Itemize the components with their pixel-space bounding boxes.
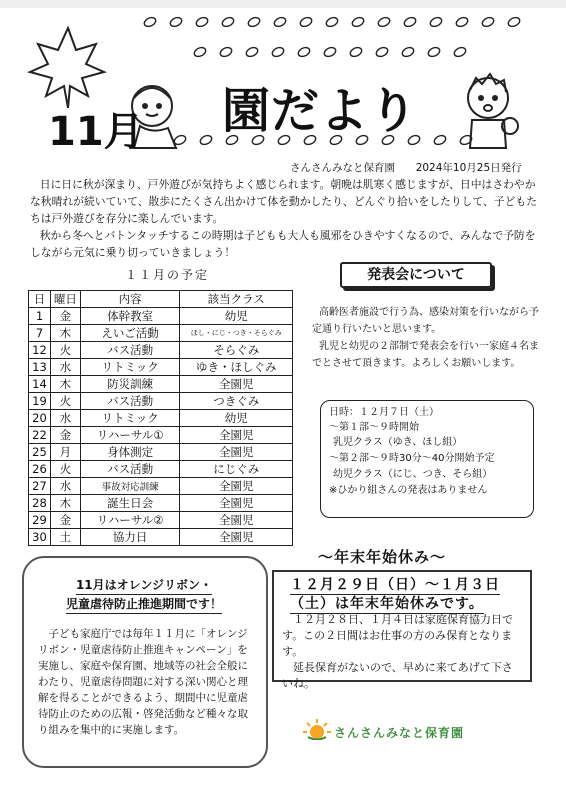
table-row	[29, 342, 293, 359]
acorn-icon	[221, 16, 235, 28]
acorn-icon	[219, 46, 233, 58]
cell-day: 30	[29, 529, 51, 546]
cell-class: ゆき・ほしぐみ	[180, 359, 293, 376]
publisher-line	[290, 160, 522, 175]
cell-weekday: 水	[50, 410, 80, 427]
acorn-icon	[349, 46, 363, 58]
cell-weekday: 火	[50, 342, 80, 359]
cell-event: 防災訓練	[80, 376, 180, 393]
acorn-icon	[245, 46, 259, 58]
newsletter-title: 園だより	[222, 83, 419, 139]
cell-weekday: 木	[50, 495, 80, 512]
recital-heading: 発表会について	[340, 262, 492, 288]
cell-weekday: 金	[50, 427, 80, 444]
month-title: 11月	[48, 109, 144, 155]
cell-weekday: 金	[50, 308, 80, 325]
intro-paragraph-2: 秋から冬へとバトンタッチするこの時期は子どもも大人も風邪をひきやすくなるので、みんなで予防をしながら元気に乗り切っていきましょう！	[30, 229, 536, 259]
sun-logo-icon	[302, 718, 332, 740]
cell-day: 26	[29, 461, 51, 478]
acorn-icon	[323, 46, 337, 58]
header-day: 日	[29, 291, 51, 308]
cell-weekday: 土	[50, 529, 80, 546]
recital-note: ※ひかり組さんの発表はありません	[329, 485, 488, 496]
cell-day: 22	[29, 427, 51, 444]
cell-class: つきぐみ	[180, 393, 293, 410]
table-row	[29, 495, 293, 512]
cell-event: リトミック	[80, 359, 180, 376]
cell-day: 7	[29, 325, 51, 342]
holiday-date-line-2: （土）は年末年始休みです。	[290, 596, 484, 612]
cell-class: そらぐみ	[180, 342, 293, 359]
holiday-date-line-1: １２月２９日（日）～１月３日	[290, 577, 500, 593]
acorn-icon	[193, 46, 207, 58]
issue-date: 2024年10月25日発行	[415, 162, 522, 174]
cell-class: 全園児	[180, 495, 293, 512]
ribbon-title-line-2: 児童虐待防止推進期間です！	[66, 595, 222, 614]
acorn-icon	[199, 134, 213, 146]
recital-text	[312, 304, 544, 372]
cell-event: 誕生日会	[80, 495, 180, 512]
cell-class: 幼児	[180, 410, 293, 427]
table-row	[29, 461, 293, 478]
header-class: 該当クラス	[180, 291, 293, 308]
acorn-icon	[299, 16, 313, 28]
table-row	[29, 529, 293, 546]
recital-date: 日時：１２月７日（土）	[329, 407, 439, 418]
cell-weekday: 火	[50, 461, 80, 478]
orange-ribbon-text	[38, 626, 254, 738]
acorn-icon	[481, 16, 495, 28]
acorn-icon	[273, 16, 287, 28]
acorn-icon	[377, 16, 391, 28]
cell-class: 全園児	[180, 444, 293, 461]
acorn-icon	[351, 16, 365, 28]
header-event: 内容	[80, 291, 180, 308]
holiday-heading: ～年末年始休み～	[318, 548, 447, 566]
acorn-icon	[453, 46, 467, 58]
cell-event: バス活動	[80, 342, 180, 359]
nursery-logo-text: さんさんみなと保育園	[334, 726, 465, 740]
acorn-icon	[427, 46, 441, 58]
cell-day: 1	[29, 308, 51, 325]
cell-event: バス活動	[80, 393, 180, 410]
maple-leaf-icon	[30, 28, 104, 108]
ribbon-paragraph: 子ども家庭庁では毎年１１月に「オレンジリボン・児童虐待防止推進キャンペーン」を実施し、家庭や保育園、地域等の社会全般にわたり、児童虐待問題に対する深い関心と理解を得ることができるよう、期間中に児童虐待防止のための広報・啓発活動など種々な取り組みを集中的に実施します。	[38, 628, 248, 736]
cell-event: リハーサル①	[80, 427, 180, 444]
acorn-icon	[403, 16, 417, 28]
cell-event: 体幹教室	[80, 308, 180, 325]
acorn-icon	[325, 16, 339, 28]
cell-day: 29	[29, 512, 51, 529]
table-row	[29, 376, 293, 393]
holiday-paragraph-2: 延長保育がないので、早めに来てあげて下さいね。	[282, 661, 513, 690]
intro-text	[30, 176, 540, 261]
table-row	[29, 393, 293, 410]
cell-weekday: 木	[50, 325, 80, 342]
table-row	[29, 359, 293, 376]
cell-day: 25	[29, 444, 51, 461]
acorn-icon	[375, 46, 389, 58]
cell-class: 幼児	[180, 308, 293, 325]
cell-event: えいご活動	[80, 325, 180, 342]
recital-part1: ～第１部～９時開始	[329, 422, 419, 433]
cell-event: リハーサル②	[80, 512, 180, 529]
table-row	[29, 325, 293, 342]
cell-event: 身体測定	[80, 444, 180, 461]
table-row	[29, 410, 293, 427]
schedule-table	[28, 290, 293, 546]
cell-day: 14	[29, 376, 51, 393]
cell-class: にじぐみ	[180, 461, 293, 478]
cell-event: バス活動	[80, 461, 180, 478]
orange-ribbon-title	[60, 576, 228, 614]
recital-part2-classes: 幼児クラス（にじ、つき、そら組）	[333, 469, 493, 480]
holiday-text	[282, 612, 522, 692]
acorn-icon	[401, 46, 415, 58]
intro-paragraph-1: 日に日に秋が深まり、戸外遊びが気持ちよく感じられます。朝晩は肌寒く感じますが、日中はさわやかな秋晴れが続いていて、散歩にたくさん出かけて体を動かしたり、どんぐり拾いをしたりして、子どもたちは戸外遊びを存分に楽しんでいます。	[30, 178, 538, 225]
cell-day: 28	[29, 495, 51, 512]
holiday-paragraph-1: １２月２８日、１月４日は家庭保育協力日です。この２日間はお仕事の方のみ保育となります。	[282, 613, 513, 658]
cell-day: 12	[29, 342, 51, 359]
acorn-icon	[143, 16, 157, 28]
header-weekday: 曜日	[50, 291, 80, 308]
acorn-icon	[271, 46, 285, 58]
acorn-icon	[169, 16, 183, 28]
schedule-title: １１月の予定	[125, 268, 210, 282]
acorn-icon	[433, 134, 447, 146]
cell-event: 事故対応訓練	[80, 478, 180, 495]
cell-weekday: 金	[50, 512, 80, 529]
table-row	[29, 427, 293, 444]
cell-weekday: 月	[50, 444, 80, 461]
cell-class: 全園児	[180, 478, 293, 495]
cell-weekday: 火	[50, 393, 80, 410]
cell-class: 全園児	[180, 376, 293, 393]
table-row	[29, 444, 293, 461]
cell-day: 20	[29, 410, 51, 427]
recital-details-box	[320, 400, 534, 518]
acorn-icon	[297, 46, 311, 58]
acorn-icon	[507, 16, 521, 28]
cell-class: 全園児	[180, 529, 293, 546]
recital-paragraph-1: 高齢医者施設で行う為、感染対策を行いながら予定通り行いたいと思います。	[312, 307, 539, 335]
cell-day: 27	[29, 478, 51, 495]
child-illustration-right-icon	[468, 74, 518, 148]
acorn-icon	[195, 16, 209, 28]
acorn-icon	[247, 16, 261, 28]
ribbon-title-line-1: 11月はオレンジリボン・	[76, 576, 212, 595]
table-row	[29, 308, 293, 325]
table-row	[29, 512, 293, 529]
holiday-dates	[290, 576, 500, 614]
cell-day: 19	[29, 393, 51, 410]
cell-weekday: 木	[50, 376, 80, 393]
top-strip	[0, 0, 566, 8]
recital-part1-classes: 乳児クラス（ゆき、ほし組）	[333, 437, 463, 448]
cell-class: 全園児	[180, 512, 293, 529]
cell-event: リトミック	[80, 410, 180, 427]
recital-paragraph-2: 乳児と幼児の２部制で発表会を行い一家庭４名までとさせて頂きます。よろしくお願いします。	[312, 341, 539, 369]
publisher-name: さんさんみなと保育園	[290, 162, 395, 174]
cell-class: ほし・にじ・つき・そらぐみ	[180, 325, 293, 342]
cell-event: 協力日	[80, 529, 180, 546]
acorn-icon	[429, 16, 443, 28]
cell-weekday: 水	[50, 359, 80, 376]
acorn-icon	[455, 16, 469, 28]
cell-day: 13	[29, 359, 51, 376]
recital-part2: ～第２部～９時30分～40分開始予定	[329, 453, 495, 464]
table-row	[29, 478, 293, 495]
schedule-header-row	[29, 291, 293, 308]
cell-class: 全園児	[180, 427, 293, 444]
cell-weekday: 水	[50, 478, 80, 495]
